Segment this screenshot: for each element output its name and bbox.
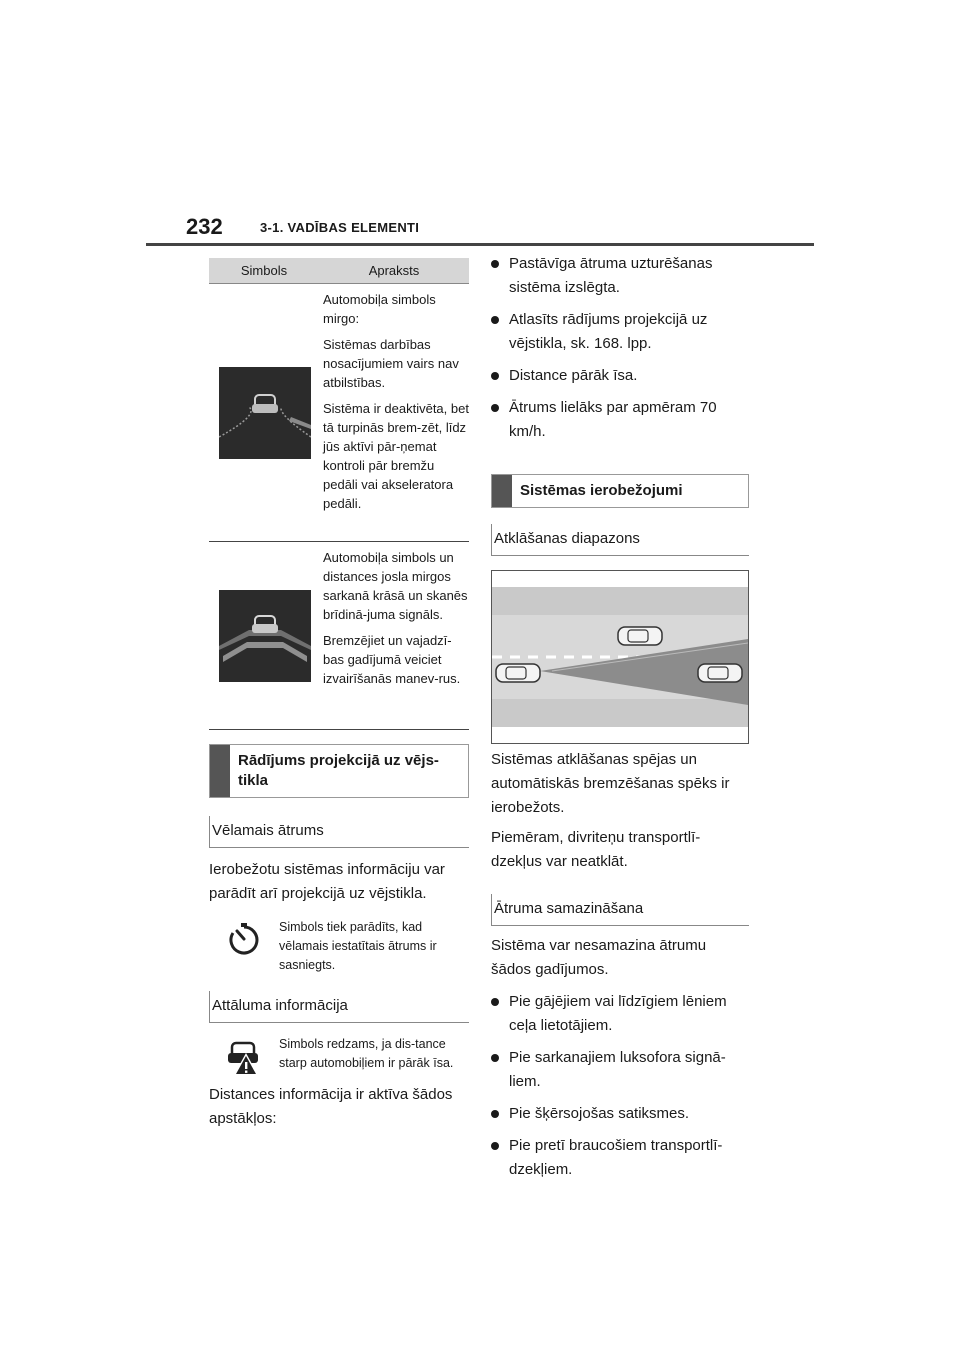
list-item: Pie šķērsojošas satiksmes. [491,1102,749,1126]
col-description-header: Apraksts [368,263,420,278]
symbol-row [209,284,469,542]
bullet-icon [491,1102,509,1126]
list-item: Pie sarkanajiem luksofora signā-liem. [491,1046,749,1094]
car-icon [618,627,662,645]
car-icon [698,664,742,682]
bullet-icon [491,990,509,1038]
bullet-icon [491,1134,509,1182]
list-item: Ātrums lielāks par apmēram 70 km/h. [491,396,749,444]
list-item: Pie gājējiem vai līdzīgiem lēniem ceļa lietotājiem. [491,990,749,1038]
speed-reduction-heading: Ātruma samazināšana [491,894,749,926]
bullet-icon [491,364,509,388]
detection-text: Sistēmas atklāšanas spējas un automātiskās bremzēšanas spēks ir ierobežots. [491,751,730,816]
limits-heading: Sistēmas ierobežojumi [491,474,749,508]
desc-paragraph: Automobiļa simbols mirgo: [323,292,436,326]
detection-range-diagram [491,570,749,744]
hud-heading: Rādījums projekcijā uz vējs-tikla [209,744,469,798]
distance-active-text: Distances informācija ir aktīva šādos apstākļos: [209,1086,453,1127]
bullet-icon [491,396,509,444]
car-icon [496,664,540,682]
desc-paragraph: Sistēma ir deaktivēta, bet tā turpinās brem-zēt, līdz jūs aktīvi pār-ņemat kontroli pār bremžu pedāli vai akseleratora pedāli. [323,401,469,511]
speed-symbol-row: Simbols tiek parādīts, kad vēlamais iestatītais ātrums ir sasniegts. [209,906,469,985]
section-title: 3-1. VADĪBAS ELEMENTI [260,220,420,235]
distance-symbol-row: Simbols redzams, ja dis-tance starp automobiļiem ir pārāk īsa. [209,1023,469,1083]
detection-example: Piemēram, divriteņu transportlī-dzekļus var neatklāt. [491,829,701,870]
right-column [491,252,749,1190]
desc-paragraph: Sistēmas darbības nosacījumiem vairs nav atbilstības. [323,337,459,390]
bullet-icon [491,308,509,356]
list-item: Pie pretī braucošiem transportlī-dzekļiem. [491,1134,749,1182]
desired-speed-heading: Vēlamais ātrums [209,816,469,848]
list-item: Pastāvīga ātruma uzturēšanas sistēma izslēgta. [491,252,749,300]
car-flashing-icon [219,367,311,459]
list-item: Atlasīts rādījums projekcijā uz vējstikla, sk. 168. lpp. [491,308,749,356]
header-rule [146,243,814,246]
desc-paragraph: Bremzējiet un vajadzī-bas gadījumā veiciet izvairīšanās manev-rus. [323,633,461,686]
list-item: Distance pārāk īsa. [491,364,749,388]
page-number: 232 [186,214,223,239]
detection-heading: Atklāšanas diapazons [491,524,749,556]
bullet-icon [491,252,509,300]
car-warning-icon [224,1039,264,1077]
distance-heading: Attāluma informācija [209,991,469,1023]
hud-intro: Ierobežotu sistēmas informāciju var parādīt arī projekcijā uz vējstikla. [209,861,445,902]
car-distance-warning-icon [219,590,311,682]
symbol-table-header [209,258,469,284]
desc-paragraph: Automobiļa simbols un distances josla mirgos sarkanā krāsā un skanēs brīdinā-juma signāls. [323,550,468,622]
bullet-icon [491,1046,509,1094]
speedometer-icon [227,922,261,956]
symbol-row [209,542,469,730]
left-column [209,258,469,1131]
col-symbol-header: Simbols [240,263,288,278]
speed-reduction-text: Sistēma var nesamazina ātrumu šādos gadījumos. [491,937,707,978]
